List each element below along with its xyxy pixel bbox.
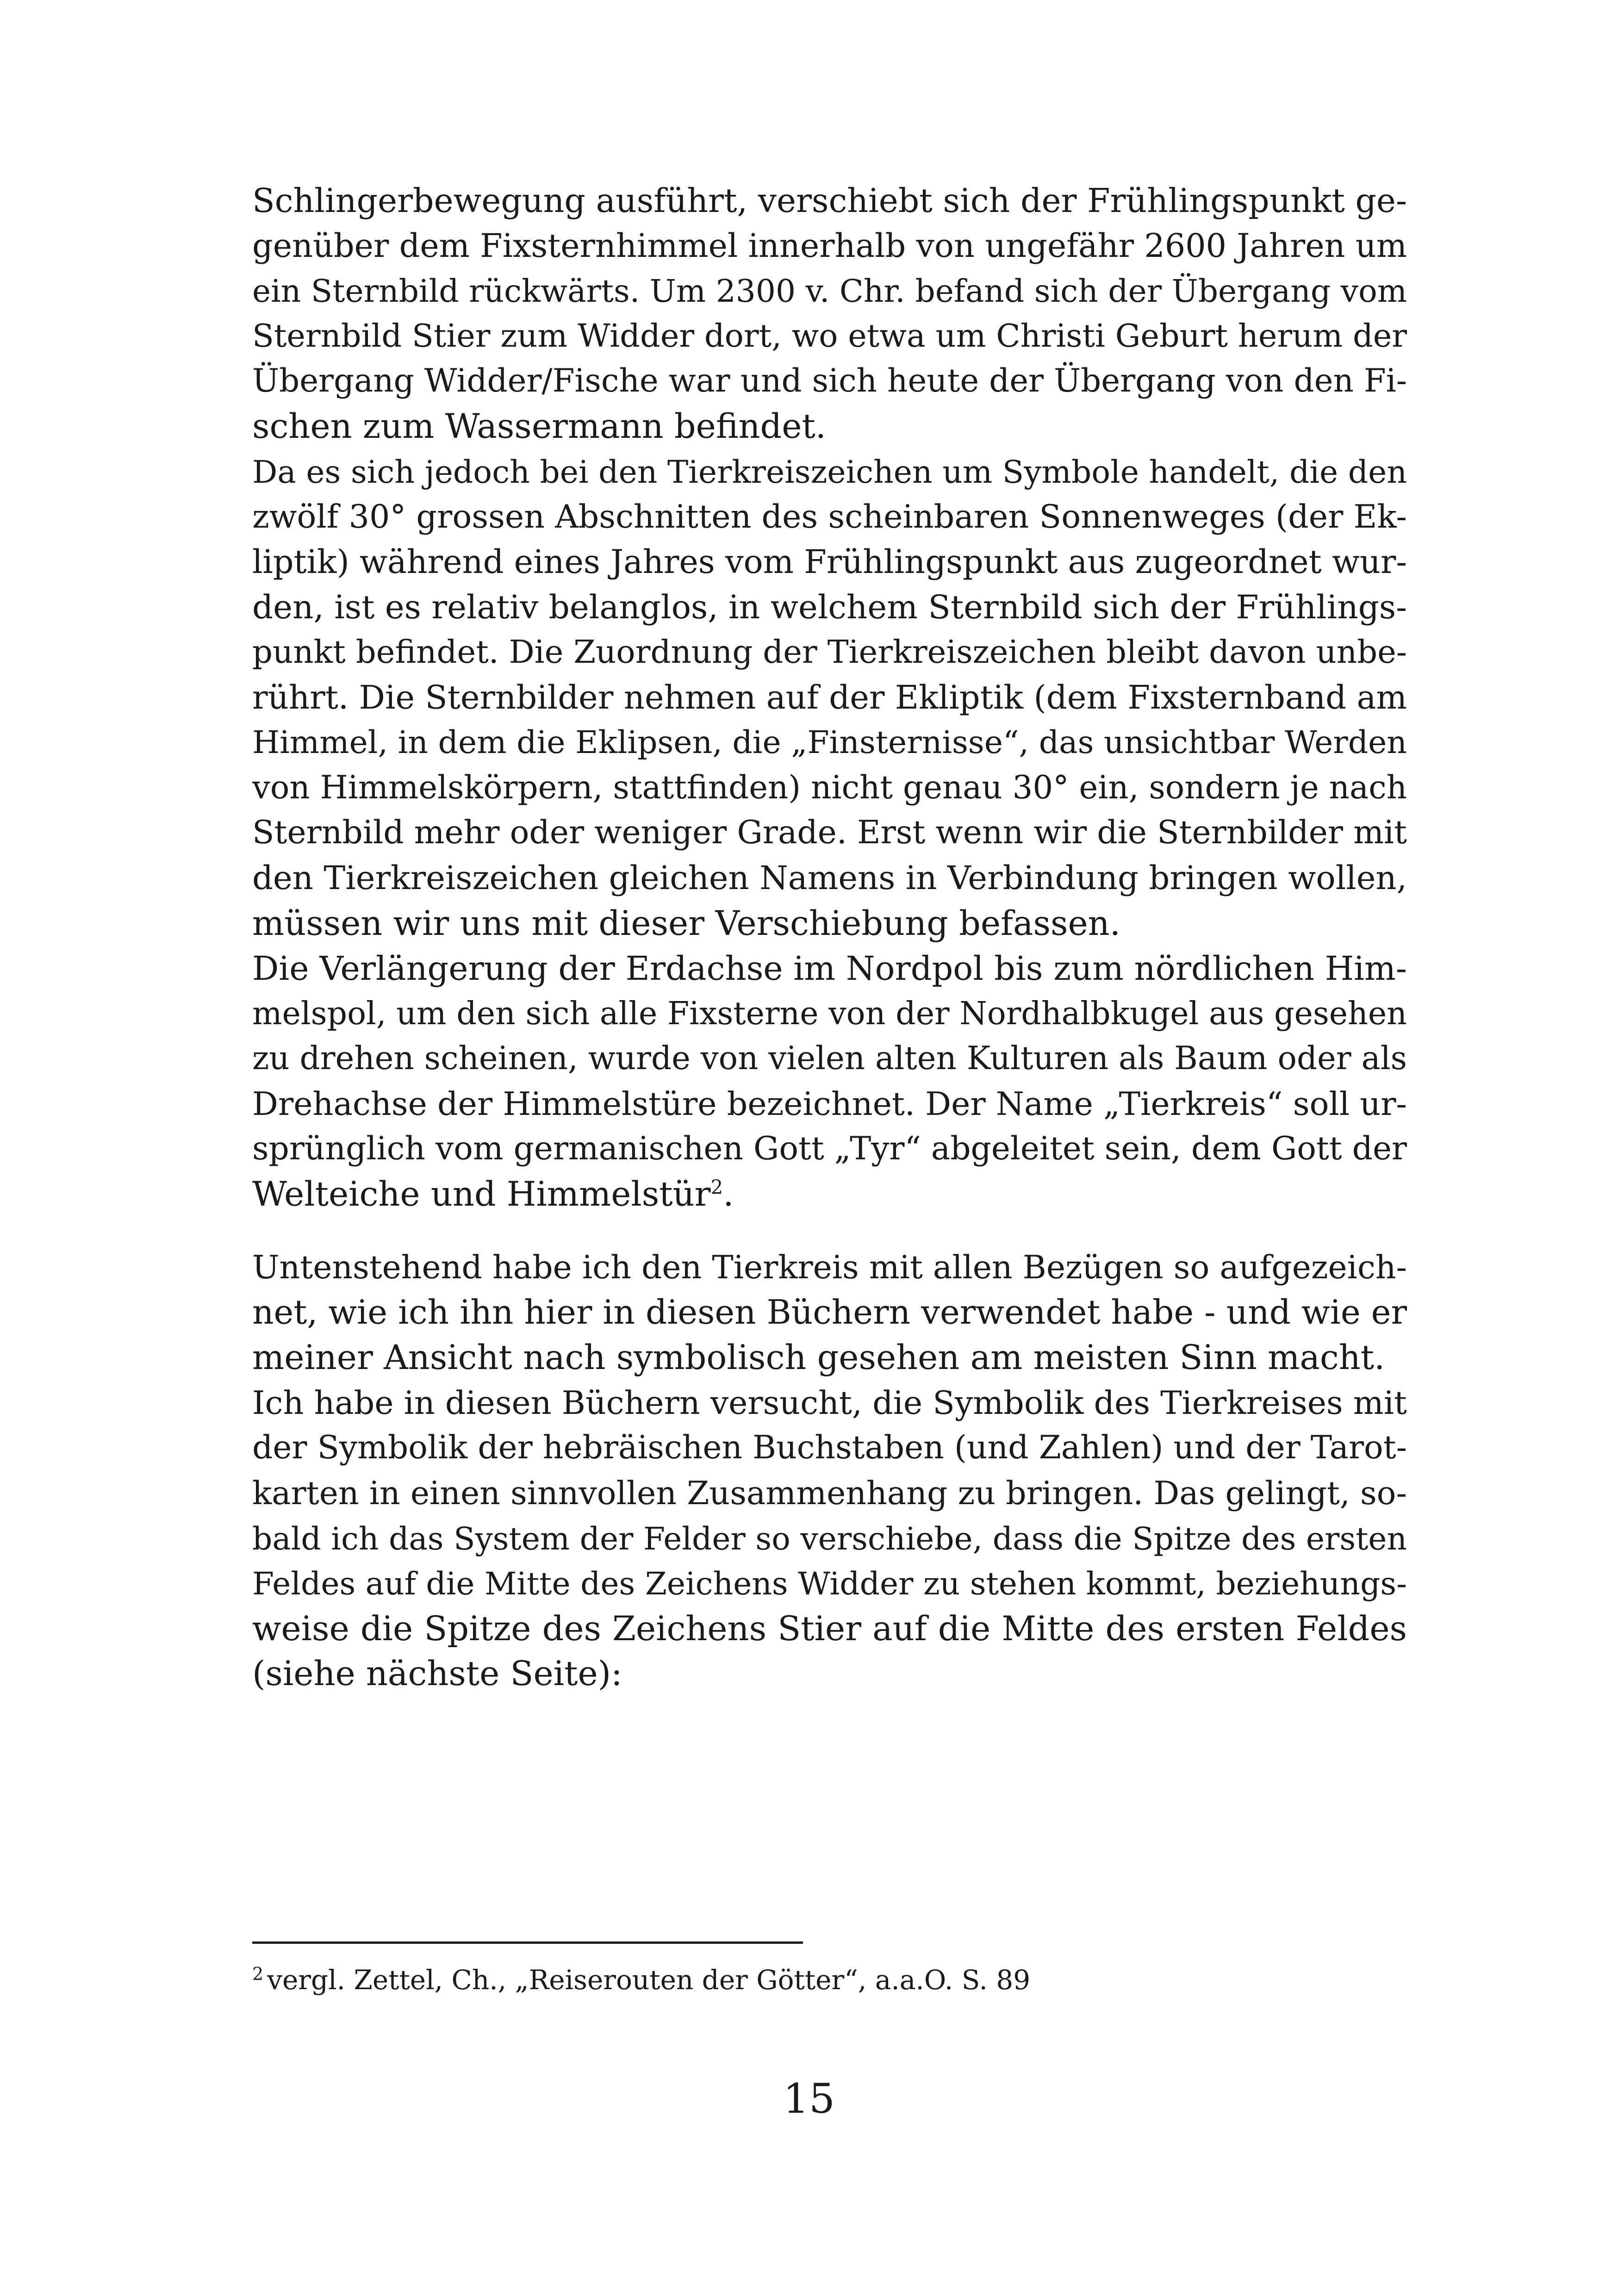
text-line: Übergang Widder/Fische war und sich heute der Übergang von den Fi-: [252, 362, 1407, 400]
text-line: Untenstehend habe ich den Tierkreis mit allen Bezügen so aufgezeich-: [252, 1249, 1407, 1286]
footnote-divider: [252, 1941, 803, 1944]
text-line: der Symbolik der hebräischen Buchstaben (und Zahlen) und der Tarot-: [252, 1429, 1407, 1467]
text-line: schen zum Wassermann befindet.: [252, 406, 827, 446]
text-line: net, wie ich ihn hier in diesen Büchern verwendet habe - und wie er: [252, 1293, 1407, 1332]
text-line: weise die Spitze des Zeichens Stier auf die Mitte des ersten Feldes: [252, 1609, 1407, 1649]
text-line-segment: Welteiche und Himmelstür: [252, 1175, 711, 1214]
text-line: (siehe nächste Seite):: [252, 1654, 622, 1694]
text-line: den, ist es relativ belanglos, in welchem Sternbild sich der Frühlings-: [252, 588, 1407, 627]
text-line: müssen wir uns mit dieser Verschiebung befassen.: [252, 903, 1120, 943]
text-line: punkt befindet. Die Zuordnung der Tierkreiszeichen bleibt davon unbe-: [252, 633, 1407, 671]
text-line: bald ich das System der Felder so verschiebe, dass die Spitze des ersten: [252, 1520, 1407, 1557]
text-line: Sternbild mehr oder weniger Grade. Erst wenn wir die Sternbilder mit: [252, 814, 1407, 852]
text-line: Drehachse der Himmelstüre bezeichnet. Der Name „Tierkreis“ soll ur-: [252, 1085, 1407, 1123]
text-line: zwölf 30° grossen Abschnitten des scheinbaren Sonnenweges (der Ek-: [252, 498, 1407, 536]
text-line: Schlingerbewegung ausführt, verschiebt sich der Frühlingspunkt ge-: [252, 181, 1407, 220]
text-line: zu drehen scheinen, wurde von vielen alten Kulturen als Baum oder als: [252, 1040, 1407, 1077]
footnote-marker: 2: [252, 1963, 264, 1984]
footnote-text: vergl. Zettel, Ch., „Reiserouten der Götter“, a.a.O. S. 89: [267, 1964, 1031, 1996]
text-line-with-footnote-ref: [252, 1172, 1407, 1217]
footnote-reference[interactable]: 2: [710, 1176, 723, 1199]
text-line: den Tierkreiszeichen gleichen Namens in Verbindung bringen wollen,: [252, 859, 1407, 897]
text-line: Feldes auf die Mitte des Zeichens Widder zu stehen kommt, beziehungs-: [252, 1565, 1407, 1602]
text-line: von Himmelskörpern, stattfinden) nicht genau 30° ein, sondern je nach: [252, 769, 1407, 806]
text-line: Da es sich jedoch bei den Tierkreiszeichen um Symbole handelt, die den: [252, 453, 1407, 490]
footnote: [252, 1961, 1030, 1998]
text-line: rührt. Die Sternbilder nehmen auf der Ekliptik (dem Fixsternband am: [252, 678, 1407, 716]
text-line: Die Verlängerung der Erdachse im Nordpol bis zum nördlichen Him-: [252, 949, 1407, 988]
text-line-segment: .: [723, 1175, 734, 1214]
text-line: melspol, um den sich alle Fixsterne von der Nordhalbkugel aus gesehen: [252, 995, 1407, 1032]
text-line: Ich habe in diesen Büchern versucht, die Symbolik des Tierkreises mit: [252, 1384, 1407, 1422]
text-line: ein Sternbild rückwärts. Um 2300 v. Chr. befand sich der Übergang vom: [252, 273, 1407, 310]
text-line: Himmel, in dem die Eklipsen, die „Finsternisse“, das unsichtbar Werden: [252, 724, 1407, 761]
text-line: karten in einen sinnvollen Zusammenhang zu bringen. Das gelingt, so-: [252, 1474, 1407, 1512]
text-line: Sternbild Stier zum Widder dort, wo etwa um Christi Geburt herum der: [252, 317, 1407, 355]
text-line: meiner Ansicht nach symbolisch gesehen am meisten Sinn macht.: [252, 1338, 1385, 1378]
page-number: 15: [783, 2075, 835, 2122]
text-line: liptik) während eines Jahres vom Frühlingspunkt aus zugeordnet wur-: [252, 542, 1407, 581]
text-line: sprünglich vom germanischen Gott „Tyr“ abgeleitet sein, dem Gott der: [252, 1130, 1407, 1168]
body-text-block-2: [252, 1245, 1407, 1697]
body-text-block-1: [252, 178, 1407, 1217]
text-line: genüber dem Fixsternhimmel innerhalb von ungefähr 2600 Jahren um: [252, 227, 1407, 265]
